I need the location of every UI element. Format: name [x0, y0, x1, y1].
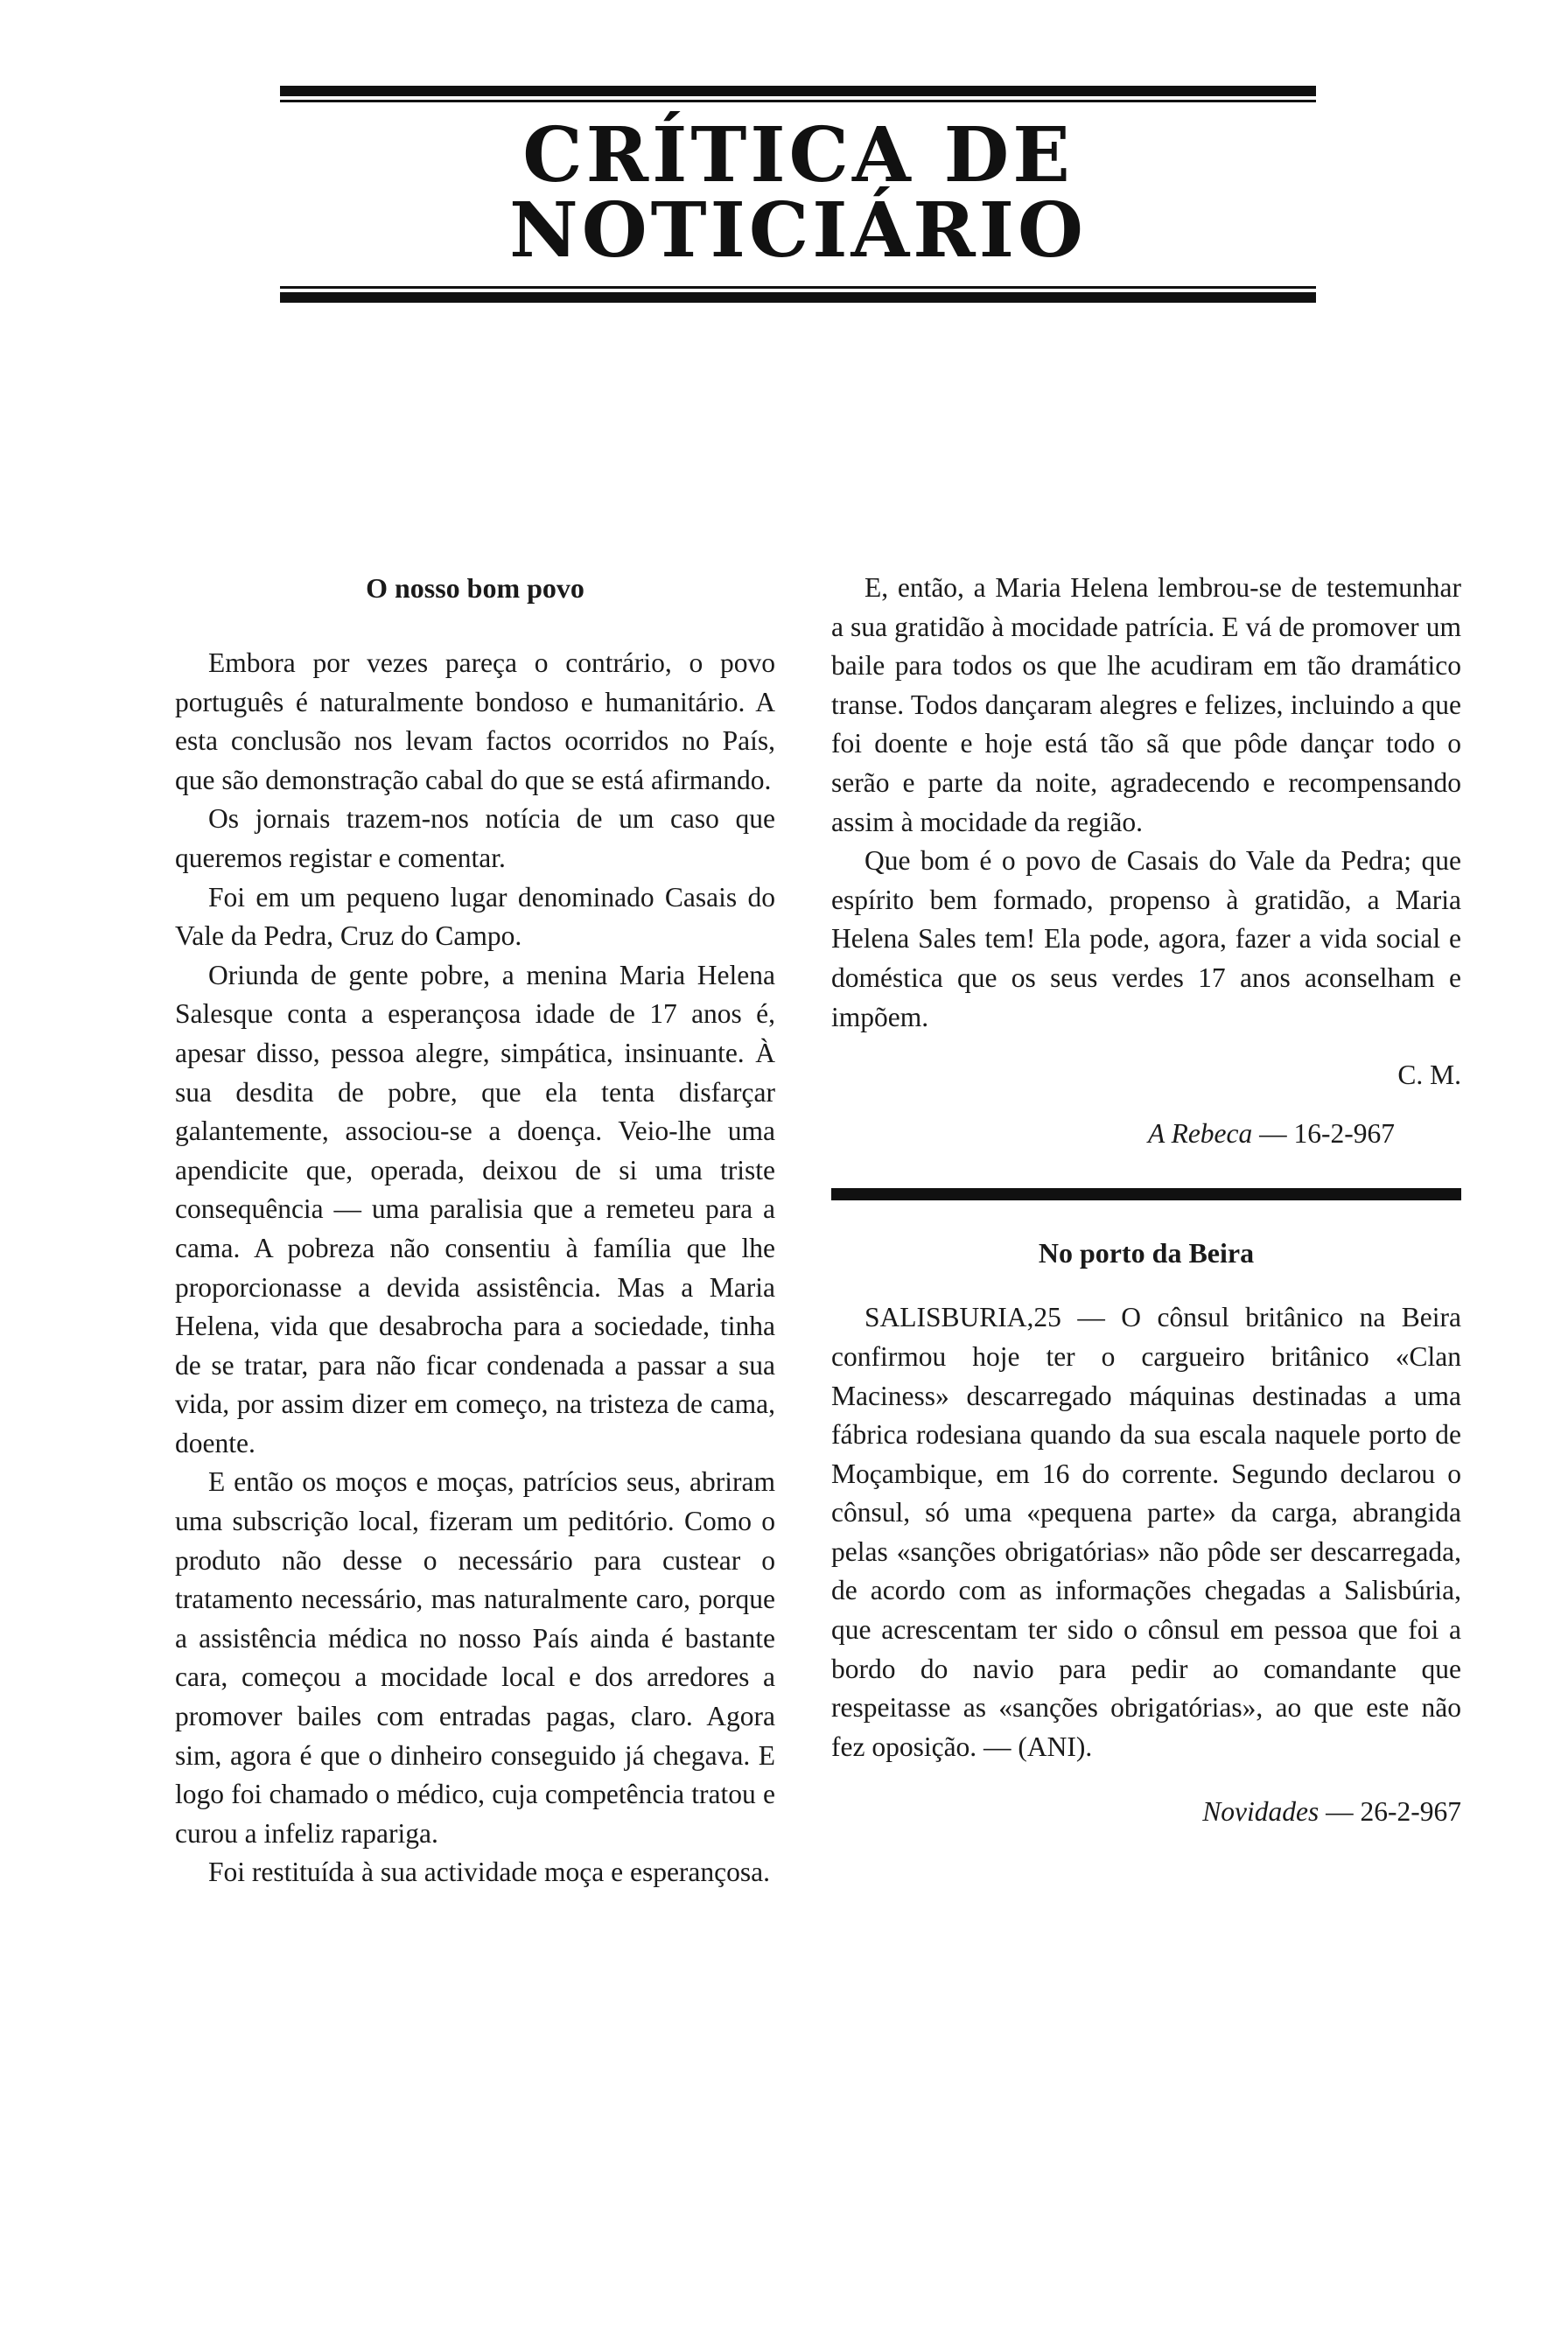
source-publication: A Rebeca [1148, 1117, 1253, 1149]
article-paragraph: E então os moços e moças, patrícios seus, abriram uma subscrição local, fizeram um peditório. Como o produto não desse o necessário para custear o tratamento necessário, mas naturalmente caro, porque a assistência médica no nosso País ainda é bastante cara, começou a mocidade local e dos arredores a promover bailes com entradas pagas, claro. Agora sim, agora é que o dinheiro conseguido já chegava. E logo foi chamado o médico, cuja competência tratou e curou a infeliz rapariga. [175, 1466, 775, 1849]
masthead [280, 86, 1316, 303]
article-paragraph: Foi em um pequeno lugar denominado Casais do Vale da Pedra, Cruz do Campo. [175, 881, 775, 952]
left-column [175, 569, 775, 1892]
source-publication: Novidades [1202, 1796, 1320, 1828]
article-paragraph: Embora por vezes pareça o contrário, o povo português é naturalmente bondoso e humanitário. A esta conclusão nos levam factos ocorridos no País, que são demonstração cabal do que se está afirmando. [175, 647, 775, 795]
article-title: No porto da Beira [1038, 1237, 1255, 1269]
article-title: O nosso bom povo [366, 572, 584, 604]
masthead-rule-top [280, 86, 1316, 96]
article-paragraph: SALISBURIA,25 — O cônsul britânico na Beira confirmou hoje ter o cargueiro britânico «Clan Maciness» descarregado máquinas destinadas a uma fábrica rodesiana quando da sua escala naquele porto de Moçambique, em 16 do corrente. Segundo declarou o cônsul, só uma «pequena parte» da carga, abrangida pelas «sanções obrigatórias» não pôde ser descarregada, de acordo com as informações chegadas a Salisbúria, que acrescentam ter sido o cônsul em pessoa que foi a bordo do navio para pedir ao comandante que respeitasse as «sanções obrigatórias», ao que este não fez oposição. — (ANI). [831, 1302, 1461, 1762]
article-source [831, 1115, 1461, 1154]
article-paragraph: Que bom é o povo de Casais do Vale da Pedra; que espírito bem formado, propenso à gratidão, a Maria Helena Sales tem! Ela pode, agora, fazer a vida social e doméstica que os seus verdes 17 anos aconselham e impõem. [831, 845, 1461, 1032]
source-date: — 16-2-967 [1259, 1117, 1395, 1149]
masthead-title: CRÍTICA DE NOTICIÁRIO [509, 111, 1087, 275]
section-divider [831, 1188, 1461, 1200]
article-paragraph: Oriunda de gente pobre, a menina Maria Helena Salesque conta a esperançosa idade de 17 anos é, apesar disso, pessoa alegre, simpática, insinuante. À sua desdita de pobre, que ela tenta disfarçar galantemente, associou-se a doença. Veio-lhe uma apendicite que, operada, deixou de si uma triste consequência — uma paralisia que a remeteu para a cama. A pobreza não consentiu à família que lhe proporcionasse a devida assistência. Mas a Maria Helena, vida que desabrocha para a sociedade, tinha de se tratar, para não ficar condenada a passar a sua vida, por assim dizer em começo, na tristeza de cama, doente. [175, 959, 775, 1458]
article-paragraph: Foi restituída à sua actividade moça e esperançosa. [208, 1857, 770, 1888]
source-date: — 26-2-967 [1326, 1796, 1461, 1828]
article-paragraph: E, então, a Maria Helena lembrou-se de testemunhar a sua gratidão à mocidade patrícia. E vá de promover um baile para todos os que lhe acudiram em tão dramático transe. Todos dançaram alegres e felizes, incluindo a que foi doente e hoje está tão sã que pôde dançar todo o serão e parte da noite, agradecendo e recompensando assim à mocidade da região. [831, 572, 1461, 837]
masthead-rule-bottom [280, 292, 1316, 303]
article-paragraph: Os jornais trazem-nos notícia de um caso que queremos registar e comentar. [175, 803, 775, 873]
article-signature: C. M. [1397, 1060, 1461, 1091]
article-source [831, 1793, 1461, 1832]
right-column [831, 569, 1461, 1832]
masthead-rule-bottom-thin [280, 286, 1316, 289]
